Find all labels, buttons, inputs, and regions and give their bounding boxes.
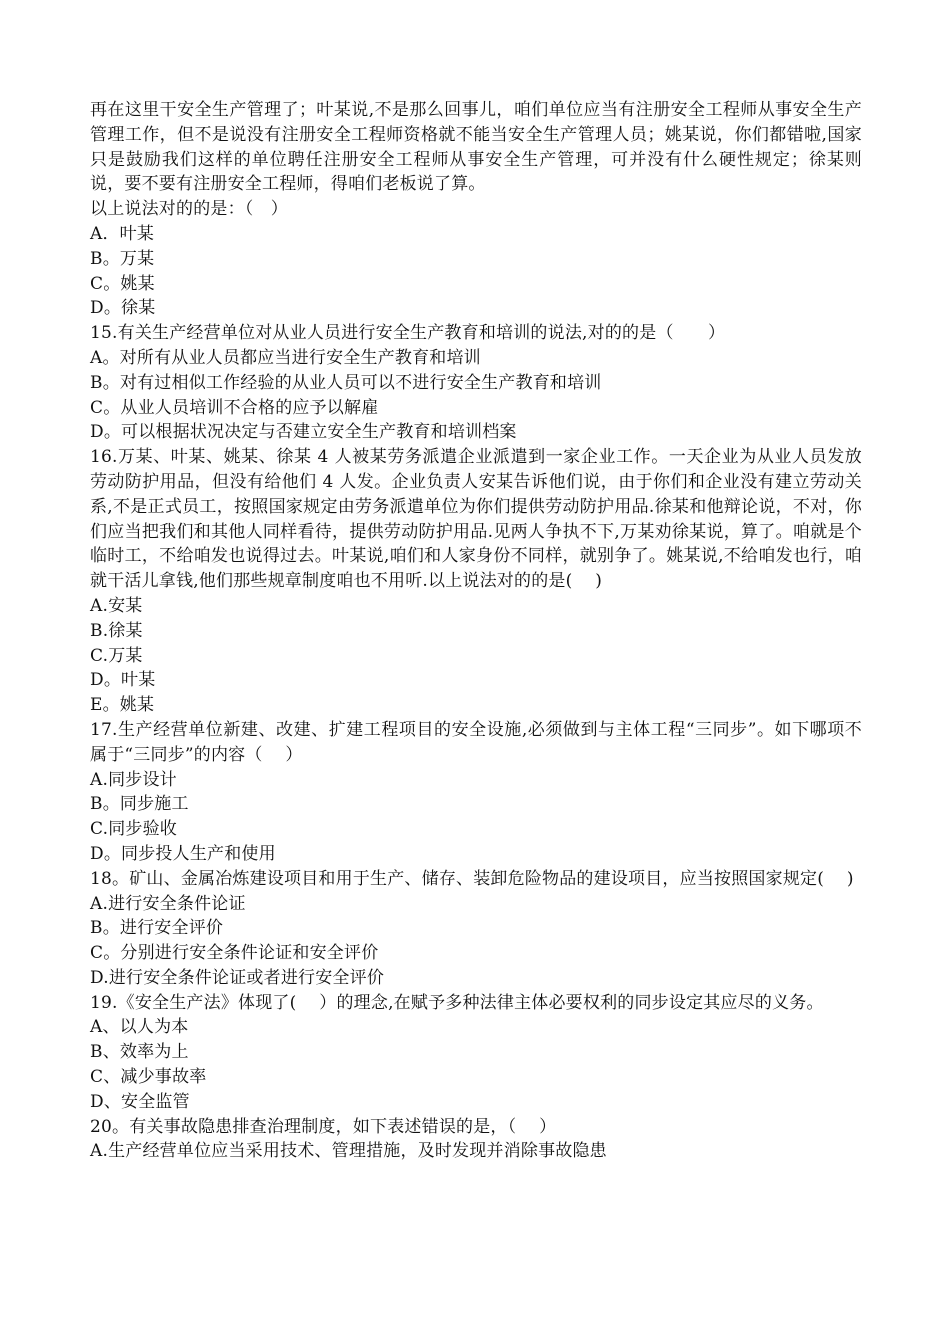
question-19-option-a: A、以人为本 — [90, 1017, 189, 1038]
question-17-option-b: B。同步施工 — [90, 794, 189, 815]
question-17-option-d: D。同步投人生产和使用 — [90, 843, 276, 864]
question-19-stem: 19.《安全生产法》体现了( ）的理念,在赋予多种法律主体必要权利的同步设定其应尽的义务。 — [90, 992, 824, 1013]
question-15-option-d: D。可以根据状况决定与否建立安全生产教育和培训档案 — [90, 422, 517, 443]
question-14-option-d: D。徐某 — [90, 298, 156, 319]
question-16-option-e: E。姚某 — [90, 695, 155, 716]
question-18-option-a: A.进行安全条件论证 — [90, 893, 246, 914]
question-15-stem: 15.有关生产经营单位对从业人员进行安全生产教育和培训的说法,对的的是（ ） — [90, 323, 726, 344]
question-16-option-b: B.徐某 — [90, 620, 143, 641]
question-18-option-b: B。进行安全评价 — [90, 918, 224, 939]
question-14-prompt: 以上说法对的的是：（ ） — [90, 199, 288, 220]
question-14-option-a: A．叶某 — [90, 223, 155, 244]
question-19-option-c: C、减少事故率 — [90, 1067, 207, 1088]
question-17-option-a: A.同步设计 — [90, 769, 177, 790]
question-20-option-a: A.生产经营单位应当采用技术、管理措施，及时发现并消除事故隐患 — [90, 1141, 607, 1162]
question-15-option-b: B。对有过相似工作经验的从业人员可以不进行安全生产教育和培训 — [90, 372, 602, 393]
question-18-option-d: D.进行安全条件论证或者进行安全评价 — [90, 967, 385, 988]
question-20-stem: 20。有关事故隐患排查治理制度，如下表述错误的是，（ ） — [90, 1116, 557, 1137]
document-page — [90, 98, 862, 1164]
question-16-option-d: D。叶某 — [90, 670, 156, 691]
question-15-option-c: C。从业人员培训不合格的应予以解雇 — [90, 397, 379, 418]
question-14-option-c: C。姚某 — [90, 273, 155, 294]
question-19-option-b: B、效率为上 — [90, 1042, 189, 1063]
question-16-option-a: A.安某 — [90, 595, 143, 616]
question-17-option-c: C.同步验收 — [90, 819, 178, 840]
question-17-stem: 17.生产经营单位新建、改建、扩建工程项目的安全设施,必须做到与主体工程“三同步”。如下哪项不属于“三同步”的内容（ ） — [90, 719, 862, 765]
question-15-option-a: A。对所有从业人员都应当进行安全生产教育和培训 — [90, 347, 481, 368]
question-18-option-c: C。分别进行安全条件论证和安全评价 — [90, 943, 379, 964]
question-16-stem: 16.万某、叶某、姚某、徐某 4 人被某劳务派遣企业派遣到一家企业工作。一天企业为从业人员发放劳动防护用品，但没有给他们 4 人发。企业负责人安某告诉他们说，由于你们和企业没有建立劳动关系,不是正式员工，按照国家规定由劳务派遣单位为你们提供劳动防护用品.徐某和他辩论说，不对，你们应当把我们和其他人同样看待，提供劳动防护用品.见两人争执不下,万某劝徐某说，算了。咱就是个临时工，不给咱发也说得过去。叶某说,咱们和人家身份不同样，就别争了。姚某说,不给咱发也行，咱就干活儿拿钱,他们那些规章制度咱也不用听.以上说法对的的是( ) — [90, 447, 862, 592]
question-14-stem-continued: 再在这里干安全生产管理了；叶某说,不是那么回事儿，咱们单位应当有注册安全工程师从事安全生产管理工作，但不是说没有注册安全工程师资格就不能当安全生产管理人员；姚某说，你们都错啦,国家只是鼓励我们这样的单位聘任注册安全工程师从事安全生产管理，可并没有什么硬性规定；徐某则说，要不要有注册安全工程师，得咱们老板说了算。 — [90, 100, 862, 195]
question-14-option-b: B。万某 — [90, 248, 155, 269]
question-19-option-d: D、安全监管 — [90, 1091, 190, 1112]
question-16-option-c: C.万某 — [90, 645, 143, 666]
question-18-stem: 18。矿山、金属冶炼建设项目和用于生产、储存、装卸危险物品的建设项目，应当按照国家规定( ) — [90, 868, 854, 889]
